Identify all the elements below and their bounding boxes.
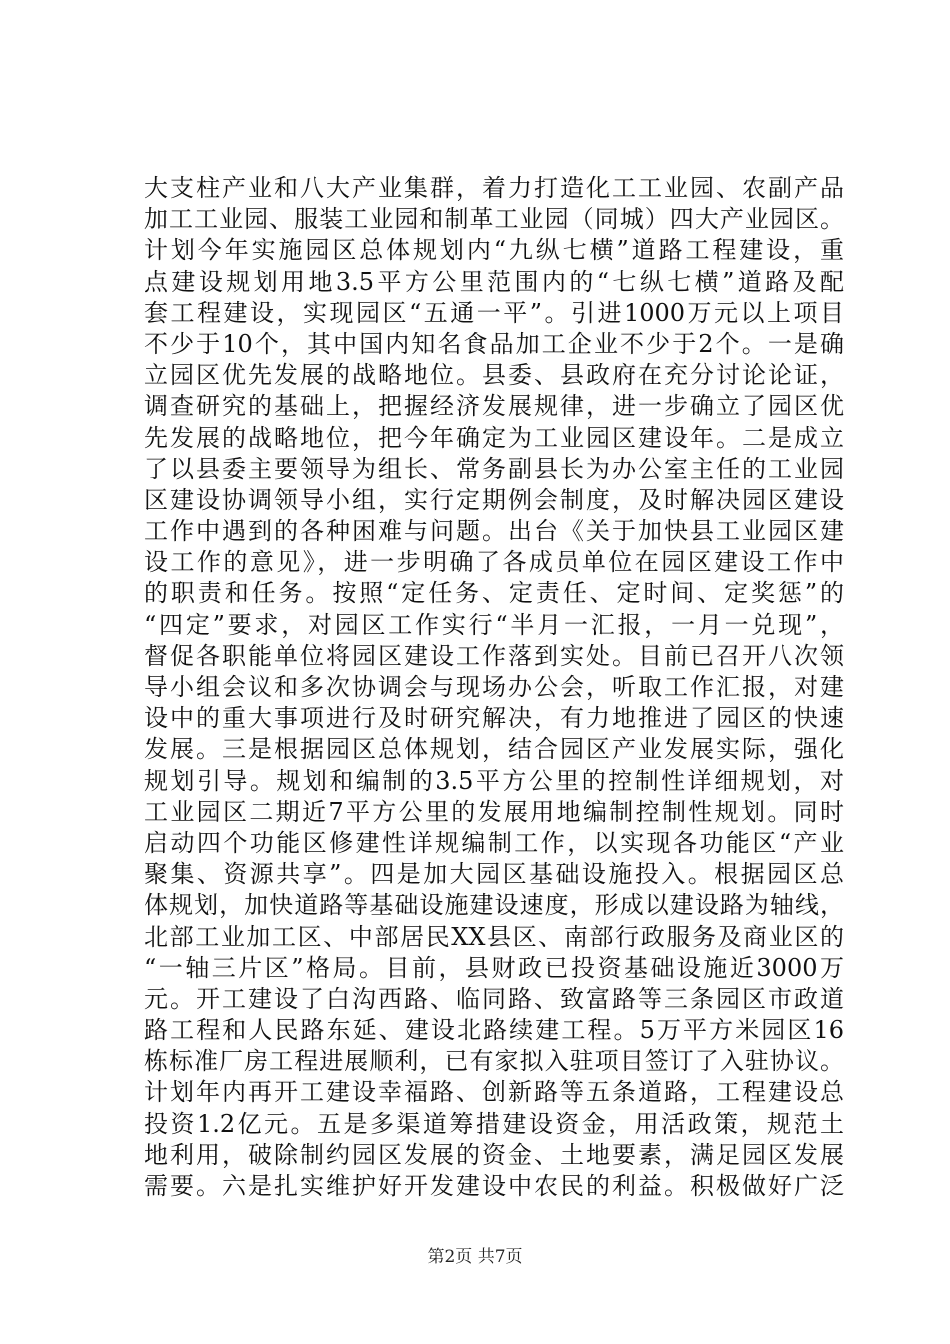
text-line: 投资1.2亿元。五是多渠道筹措建设资金，用活政策，规范土 xyxy=(144,1109,844,1138)
page-number-footer: 第2页 共7页 xyxy=(427,1247,523,1267)
text-line: 北部工业加工区、中部居民XX县区、南部行政服务及商业区的 xyxy=(144,922,844,951)
text-line: 导小组会议和多次协调会与现场办公会，听取工作汇报，对建 xyxy=(144,673,844,701)
text-line: 设工作的意见》，进一步明确了各成员单位在园区建设工作中 xyxy=(144,548,844,577)
text-line: 大支柱产业和八大产业集群，着力打造化工工业园、农副产品 xyxy=(144,174,844,202)
text-line: 聚集、资源共享”。四是加大园区基础设施投入。根据园区总 xyxy=(144,860,844,889)
text-line: 点建设规划用地3.5平方公里范围内的“七纵七横”道路及配 xyxy=(144,267,844,296)
body-paragraph xyxy=(144,173,844,1202)
text-line: 地利用，破除制约园区发展的资金、土地要素，满足园区发展 xyxy=(144,1140,844,1169)
text-line: 发展。三是根据园区总体规划，结合园区产业发展实际，强化 xyxy=(144,735,844,764)
text-line: 区建设协调领导小组，实行定期例会制度，及时解决园区建设 xyxy=(144,485,844,514)
text-line: “一轴三片区”格局。目前，县财政已投资基础设施近3000万 xyxy=(144,953,844,982)
text-line: 立园区优先发展的战略地位。县委、县政府在充分讨论论证， xyxy=(144,361,844,390)
text-line: 的职责和任务。按照“定任务、定责任、定时间、定奖惩”的 xyxy=(144,579,844,608)
text-line: 调查研究的基础上，把握经济发展规律，进一步确立了园区优 xyxy=(144,392,844,421)
text-line: 规划引导。规划和编制的3.5平方公里的控制性详细规划，对 xyxy=(144,766,844,795)
text-line: “四定”要求，对园区工作实行“半月一汇报，一月一兑现”， xyxy=(144,610,844,639)
text-line: 工作中遇到的各种困难与问题。出台《关于加快县工业园区建 xyxy=(144,517,844,546)
text-line: 计划今年实施园区总体规划内“九纵七横”道路工程建设，重 xyxy=(144,236,844,265)
text-line: 设中的重大事项进行及时研究解决，有力地推进了园区的快速 xyxy=(144,704,844,733)
text-line: 加工工业园、服装工业园和制革工业园（同城）四大产业园区。 xyxy=(144,205,844,234)
text-line: 计划年内再开工建设幸福路、创新路等五条道路，工程建设总 xyxy=(144,1078,844,1107)
text-line: 工业园区二期近7平方公里的发展用地编制控制性规划。同时 xyxy=(144,797,844,826)
text-line: 启动四个功能区修建性详规编制工作，以实现各功能区“产业 xyxy=(144,828,844,857)
text-line: 不少于10个，其中国内知名食品加工企业不少于2个。一是确 xyxy=(144,329,844,358)
text-line: 先发展的战略地位，把今年确定为工业园区建设年。二是成立 xyxy=(144,423,844,452)
text-line: 了以县委主要领导为组长、常务副县长为办公室主任的工业园 xyxy=(144,454,844,483)
text-line: 栋标准厂房工程进展顺利，已有家拟入驻项目签订了入驻协议。 xyxy=(144,1047,844,1076)
text-line: 套工程建设，实现园区“五通一平”。引进1000万元以上项目 xyxy=(144,298,844,327)
text-line: 督促各职能单位将园区建设工作落到实处。目前已召开八次领 xyxy=(144,641,844,670)
text-line: 元。开工建设了白沟西路、临同路、致富路等三条园区市政道 xyxy=(144,984,844,1013)
text-line: 体规划，加快道路等基础设施建设速度，形成以建设路为轴线， xyxy=(144,891,844,920)
text-line: 需要。六是扎实维护好开发建设中农民的利益。积极做好广泛 xyxy=(144,1172,844,1200)
text-line: 路工程和人民路东延、建设北路续建工程。5万平方米园区16 xyxy=(144,1016,844,1045)
